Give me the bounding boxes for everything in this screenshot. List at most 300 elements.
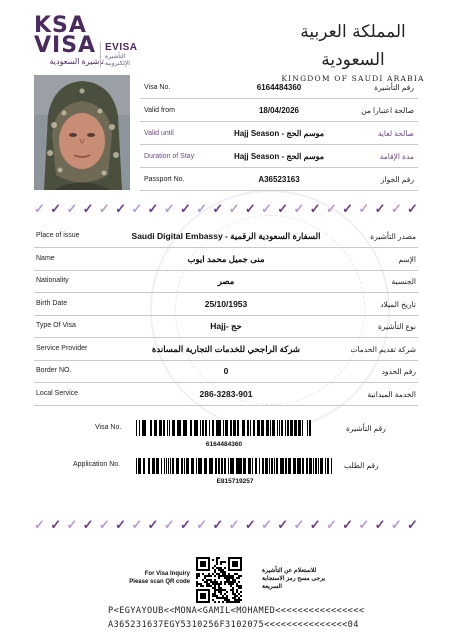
qr-module: [208, 593, 210, 595]
barcode-bar: [190, 420, 191, 436]
qr-module: [208, 573, 210, 575]
qr-module: [240, 561, 242, 563]
checkmark-divider-top: [34, 202, 418, 216]
qr-module: [212, 573, 214, 575]
barcode-bar: [257, 420, 260, 436]
visa-info-label-ar: مدة الإقامة: [379, 152, 414, 161]
check-mark-icon: ✓: [66, 201, 78, 216]
qr-module: [214, 583, 216, 585]
barcode-bar: [164, 458, 165, 474]
barcode-bar: [293, 458, 296, 474]
detail-label-en: Border NO.: [36, 367, 72, 374]
check-mark-icon: ✓: [196, 201, 208, 216]
qr-module: [234, 573, 236, 575]
check-mark-icon: ✓: [228, 517, 240, 532]
check-mark-icon: ✓: [212, 517, 224, 532]
qr-module: [226, 591, 228, 593]
qr-module: [206, 583, 208, 585]
check-mark-icon: ✓: [163, 201, 175, 216]
qr-en-line2: Please scan QR code: [129, 579, 190, 585]
barcode-bar: [143, 420, 146, 436]
barcode-bar: [239, 458, 242, 474]
barcode-bar: [294, 420, 297, 436]
detail-label-ar: نوع التأشيرة: [377, 322, 416, 331]
barcode-bar: [210, 458, 213, 474]
qr-module: [236, 601, 238, 603]
qr-module: [228, 567, 230, 569]
visa-info-label-ar: رقم التأشيرة: [374, 83, 414, 92]
qr-module: [206, 589, 208, 591]
qr-module: [216, 583, 218, 585]
qr-module: [200, 601, 202, 603]
barcode-bar: [169, 420, 170, 436]
detail-label-ar: الإسم: [398, 254, 416, 264]
qr-module: [198, 573, 200, 575]
visa-info-label-ar: رقم الجواز: [380, 175, 414, 184]
application-number-barcode: [136, 458, 334, 474]
detail-row: [34, 384, 418, 406]
qr-module: [240, 575, 242, 577]
barcode-bar: [277, 420, 278, 436]
qr-module: [196, 591, 198, 593]
detail-label-ar: الخدمة الميدانية: [367, 389, 416, 399]
qr-module: [196, 583, 198, 585]
check-mark-icon: ✓: [325, 517, 337, 532]
check-mark-icon: ✓: [342, 517, 354, 532]
barcode-bar: [148, 458, 150, 474]
qr-module: [196, 577, 198, 579]
barcode-bar: [196, 458, 197, 474]
qr-module: [238, 557, 240, 559]
barcode-bar: [307, 420, 308, 436]
qr-module: [238, 597, 240, 599]
check-mark-icon: ✓: [309, 517, 321, 532]
qr-module: [218, 601, 220, 603]
visa-info-value: 6164484360: [256, 83, 302, 92]
qr-module: [230, 569, 232, 571]
barcode-bar: [318, 458, 319, 474]
barcode-bar: [237, 420, 239, 436]
barcode-bar: [230, 458, 231, 474]
qr-module: [202, 579, 204, 581]
barcode-bar: [215, 458, 217, 474]
barcode-bar: [150, 420, 152, 436]
qr-module: [208, 591, 210, 593]
qr-module: [214, 569, 216, 571]
qr-module: [228, 601, 230, 603]
qr-module: [236, 565, 238, 567]
qr-module: [202, 561, 204, 563]
barcode-bar: [285, 458, 287, 474]
barcode-bar: [243, 458, 246, 474]
qr-module: [222, 597, 224, 599]
visa-info-row: [140, 169, 418, 191]
check-mark-icon: ✓: [147, 201, 159, 216]
qr-module: [214, 587, 216, 589]
check-mark-icon: ✓: [147, 517, 159, 532]
barcode-bar: [313, 458, 314, 474]
qr-module: [230, 601, 232, 603]
qr-module: [228, 577, 230, 579]
qr-module: [200, 585, 202, 587]
check-mark-icon: ✓: [82, 517, 94, 532]
qr-module: [216, 595, 218, 597]
check-mark-icon: ✓: [179, 517, 191, 532]
qr-module: [228, 575, 230, 577]
barcode-bar: [136, 420, 137, 436]
detail-row: [34, 271, 418, 293]
qr-module: [222, 589, 224, 591]
qr-module: [236, 585, 238, 587]
qr-module: [210, 585, 212, 587]
qr-module: [216, 557, 218, 559]
qr-module: [216, 581, 218, 583]
qr-module: [230, 575, 232, 577]
qr-module: [234, 597, 236, 599]
detail-value: Hajj- حج: [210, 321, 242, 331]
qr-module: [220, 591, 222, 593]
qr-code[interactable]: [196, 557, 242, 603]
barcode-bar: [209, 420, 210, 436]
qr-module: [200, 595, 202, 597]
barcode-bar: [194, 420, 195, 436]
visa-info-row: [140, 123, 418, 145]
qr-module: [196, 563, 198, 565]
detail-label-en: Type Of Visa: [36, 322, 76, 329]
visa-info-label-en: Duration of Stay: [144, 153, 195, 160]
barcode-bar: [228, 458, 229, 474]
qr-module: [220, 569, 222, 571]
detail-value: مصر: [217, 276, 235, 286]
kingdom-arabic-title: المملكة العربية السعودية: [300, 22, 406, 70]
barcode-visa-label-en: Visa No.: [95, 424, 122, 431]
qr-module: [208, 559, 210, 561]
qr-module: [196, 573, 198, 575]
barcode-bar: [202, 420, 204, 436]
qr-module: [236, 561, 238, 563]
barcode-bar: [143, 458, 145, 474]
qr-en-line1: For Visa Inquiry: [144, 571, 190, 577]
ksa-visa-logo: [34, 13, 104, 66]
detail-label-en: Service Provider: [36, 344, 88, 352]
check-mark-icon: ✓: [358, 201, 370, 216]
detail-label-en: Place of issue: [36, 232, 80, 239]
qr-module: [196, 559, 198, 561]
qr-module: [214, 591, 216, 593]
qr-module: [196, 585, 198, 587]
qr-module: [236, 577, 238, 579]
barcode-bar: [178, 420, 181, 436]
qr-module: [238, 593, 240, 595]
qr-module: [204, 575, 206, 577]
qr-module: [196, 595, 198, 597]
detail-label-en: Local Service: [36, 389, 79, 397]
qr-module: [226, 575, 228, 577]
detail-row: [34, 226, 418, 248]
visa-info-label-en: Valid until: [144, 130, 174, 137]
qr-module: [218, 583, 220, 585]
qr-module: [222, 601, 224, 603]
barcode-bar: [279, 420, 280, 436]
qr-module: [202, 601, 204, 603]
barcode-visa-label-ar: رقم التأشيرة: [346, 424, 386, 433]
qr-module: [202, 563, 204, 565]
qr-module: [222, 595, 224, 597]
check-mark-icon: ✓: [390, 517, 402, 532]
qr-module: [206, 601, 208, 603]
qr-module: [200, 561, 202, 563]
evisa-sub-label: التأشيرة الإلكترونية: [105, 54, 130, 67]
qr-module: [234, 595, 236, 597]
qr-module: [236, 557, 238, 559]
qr-module: [220, 561, 222, 563]
qr-module: [196, 597, 198, 599]
barcode-bar: [315, 458, 317, 474]
qr-module: [226, 581, 228, 583]
barcode-bar: [200, 420, 201, 436]
barcode-bar: [184, 458, 185, 474]
qr-module: [204, 557, 206, 559]
detail-label-en: Nationality: [36, 277, 69, 284]
barcode-bar: [299, 420, 301, 436]
qr-module: [202, 597, 204, 599]
qr-module: [240, 585, 242, 587]
qr-module: [228, 565, 230, 567]
qr-module: [224, 593, 226, 595]
check-mark-icon: ✓: [244, 201, 256, 216]
barcode-bar: [287, 420, 289, 436]
qr-module: [204, 597, 206, 599]
check-mark-icon: ✓: [228, 201, 240, 216]
qr-module: [210, 579, 212, 581]
qr-module: [224, 599, 226, 601]
qr-module: [206, 569, 208, 571]
visa-info-row: [140, 146, 418, 168]
detail-label-ar: مصدر التأشيرة: [370, 232, 416, 241]
qr-module: [226, 579, 228, 581]
barcode-bar: [195, 420, 198, 436]
qr-module: [224, 577, 226, 579]
barcode-bar: [274, 458, 275, 474]
qr-module: [220, 581, 222, 583]
qr-module: [232, 587, 234, 589]
qr-module: [198, 601, 200, 603]
detail-label-ar: الجنسية: [391, 277, 416, 286]
qr-module: [228, 583, 230, 585]
visa-info-value: 18/04/2026: [258, 106, 300, 115]
barcode-bar: [139, 420, 140, 436]
qr-module: [232, 597, 234, 599]
qr-module: [224, 589, 226, 591]
barcode-bar: [231, 458, 234, 474]
qr-module: [212, 595, 214, 597]
barcode-bar: [298, 420, 299, 436]
ksa-logo-line2: VISA: [34, 33, 97, 58]
check-mark-icon: ✓: [293, 201, 305, 216]
barcode-bar: [191, 458, 194, 474]
barcode-bar: [261, 420, 264, 436]
barcode-bar: [302, 458, 304, 474]
qr-module: [234, 593, 236, 595]
qr-module: [234, 579, 236, 581]
barcode-bar: [161, 458, 162, 474]
qr-module: [212, 581, 214, 583]
barcode-bar: [309, 420, 311, 436]
check-mark-icon: ✓: [374, 517, 386, 532]
qr-module: [228, 579, 230, 581]
qr-module: [196, 557, 198, 559]
qr-module: [222, 561, 224, 563]
qr-module: [216, 567, 218, 569]
qr-module: [240, 559, 242, 561]
qr-module: [214, 585, 216, 587]
detail-label-ar: رقم الحدود: [381, 367, 416, 376]
qr-module: [196, 567, 198, 569]
barcode-bar: [160, 420, 162, 436]
check-mark-icon: ✓: [309, 201, 321, 216]
qr-module: [204, 569, 206, 571]
qr-module: [226, 601, 228, 603]
barcode-bar: [191, 420, 192, 436]
qr-module: [234, 581, 236, 583]
barcode-bar: [136, 458, 137, 474]
barcode-bar: [272, 458, 273, 474]
qr-module: [212, 559, 214, 561]
barcode-bar: [253, 420, 255, 436]
qr-module: [230, 577, 232, 579]
qr-module: [208, 583, 210, 585]
qr-module: [232, 565, 234, 567]
barcode-bar: [325, 458, 326, 474]
qr-module: [204, 563, 206, 565]
detail-row: [34, 339, 418, 361]
qr-module: [234, 565, 236, 567]
detail-row: [34, 249, 418, 271]
qr-module: [236, 599, 238, 601]
detail-row: [34, 316, 418, 338]
qr-module: [236, 591, 238, 593]
qr-module: [202, 573, 204, 575]
kingdom-english-title: KINGDOM OF SAUDI ARABIA: [281, 74, 425, 83]
qr-module: [212, 593, 214, 595]
qr-module: [202, 595, 204, 597]
barcode-bar: [152, 458, 155, 474]
qr-module: [234, 561, 236, 563]
qr-module: [220, 597, 222, 599]
qr-module: [226, 599, 228, 601]
mrz-line-2: A365231637EGY5310256F3102075<<<<<<<<<<<<<<<04: [108, 620, 359, 630]
barcode-bar: [204, 458, 207, 474]
qr-instructions-en: [128, 570, 190, 586]
check-mark-icon: ✓: [277, 517, 289, 532]
qr-module: [232, 563, 234, 565]
barcode-bar: [154, 420, 155, 436]
qr-module: [214, 589, 216, 591]
qr-module: [240, 591, 242, 593]
qr-module: [200, 557, 202, 559]
qr-module: [220, 593, 222, 595]
barcode-bar: [199, 458, 202, 474]
qr-module: [218, 567, 220, 569]
check-mark-icon: ✓: [34, 517, 45, 532]
barcode-bar: [269, 458, 270, 474]
qr-module: [238, 587, 240, 589]
qr-module: [202, 557, 204, 559]
qr-module: [198, 569, 200, 571]
qr-module: [200, 563, 202, 565]
barcode-bar: [285, 420, 286, 436]
visa-info-label-ar: صالحة لغاية: [377, 129, 414, 138]
check-mark-icon: ✓: [115, 517, 126, 532]
detail-label-en: Birth Date: [36, 299, 68, 307]
qr-module: [238, 575, 240, 577]
qr-module: [240, 569, 242, 571]
detail-label-ar: تاريخ الميلاد: [380, 299, 416, 309]
qr-module: [204, 577, 206, 579]
check-mark-icon: ✓: [115, 201, 126, 216]
qr-module: [202, 565, 204, 567]
qr-module: [238, 585, 240, 587]
qr-module: [214, 581, 216, 583]
qr-module: [228, 563, 230, 565]
qr-module: [206, 579, 208, 581]
qr-module: [228, 557, 230, 559]
barcode-bar: [230, 420, 232, 436]
qr-module: [224, 581, 226, 583]
qr-module: [236, 569, 238, 571]
barcode-bar: [242, 420, 245, 436]
qr-module: [240, 599, 242, 601]
qr-module: [236, 583, 238, 585]
barcode-bar: [265, 458, 268, 474]
detail-value: 0: [223, 366, 229, 376]
qr-module: [230, 581, 232, 583]
qr-module: [208, 601, 210, 603]
qr-module: [226, 595, 228, 597]
qr-module: [220, 575, 222, 577]
qr-module: [218, 575, 220, 577]
visa-info-value: A36523163: [258, 175, 300, 184]
qr-module: [208, 575, 210, 577]
barcode-bar: [155, 420, 157, 436]
qr-module: [240, 557, 242, 559]
qr-module: [214, 593, 216, 595]
holder-photo: [34, 75, 130, 190]
qr-module: [198, 589, 200, 591]
qr-module: [236, 589, 238, 591]
check-mark-icon: ✓: [82, 201, 94, 216]
qr-module: [204, 601, 206, 603]
qr-module: [232, 569, 234, 571]
qr-module: [210, 581, 212, 583]
qr-module: [196, 601, 198, 603]
visa-info-value: Hajj Season - موسم الحج: [233, 152, 325, 161]
qr-module: [208, 569, 210, 571]
qr-ar-line2: يرجى مسح رمز الاستجابة السريعة: [262, 576, 326, 590]
qr-module: [224, 571, 226, 573]
check-mark-icon: ✓: [277, 201, 289, 216]
barcode-bar: [250, 420, 251, 436]
barcode-bar: [248, 458, 251, 474]
qr-module: [234, 601, 236, 603]
visa-info-value: Hajj Season - موسم الحج: [233, 129, 325, 138]
qr-module: [218, 587, 220, 589]
qr-module: [238, 601, 240, 603]
qr-module: [216, 561, 218, 563]
qr-module: [216, 573, 218, 575]
qr-module: [206, 585, 208, 587]
qr-module: [234, 599, 236, 601]
